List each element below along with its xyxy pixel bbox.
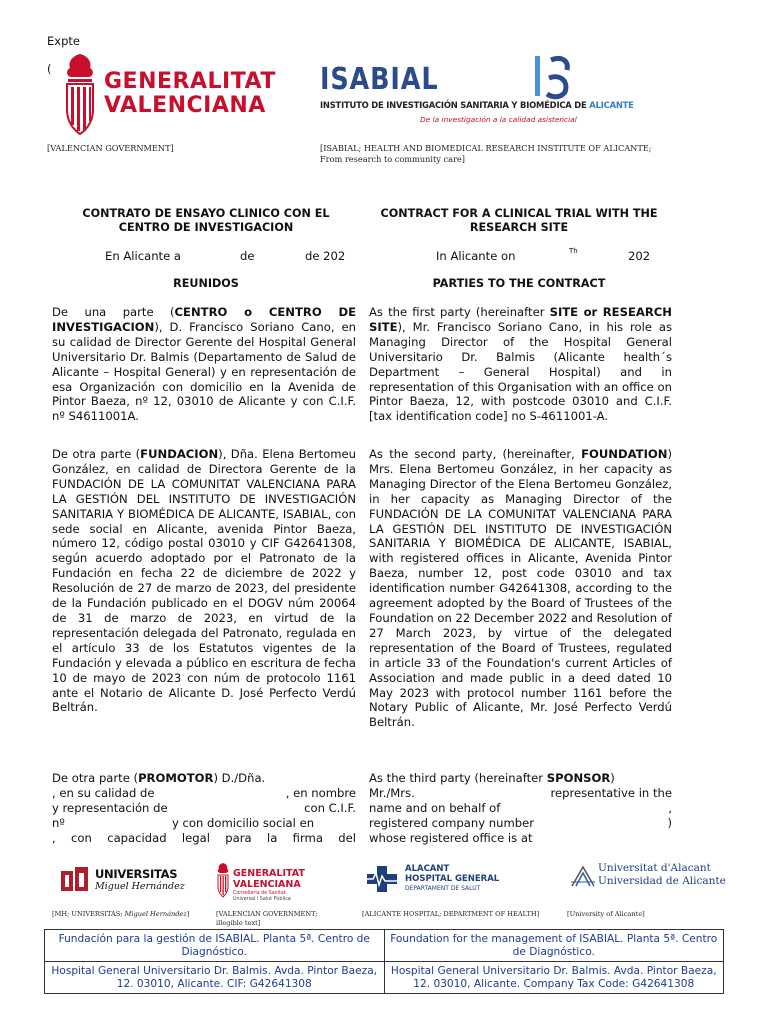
isabial-tagline: De la investigación a la calidad asistencial [420, 115, 577, 124]
expediente-label: Expte [47, 34, 80, 48]
ua-name-1: Universitat d'Alacant [598, 862, 711, 874]
date-de-1: de [240, 249, 255, 263]
open-paren: ( [47, 62, 52, 76]
gv-logo-small [216, 862, 316, 902]
date-de-2: de 202 [305, 249, 346, 263]
isabial-symbol-icon [523, 50, 573, 100]
umh-name-2: Miguel Hernández [95, 881, 185, 892]
caption-valencian-government: [VALENCIAN GOVERNMENT] [47, 143, 174, 153]
umh-logo [60, 865, 185, 895]
date-line-es: En Alicante a [105, 249, 182, 263]
hospital-logo [365, 864, 500, 894]
ua-logo [570, 862, 726, 892]
gv-small-crest-icon [216, 862, 230, 898]
right-party-2: As the second party, (hereinafter, FOUNDATION) Mrs. Elena Bertomeu González, in her capacity as Managing Director of the Elena Bertomeu González, in her capacity as Managing Director of the FUNDACIÓN DE LA COMUNITAT VALENCIANA PARA LA GESTIÓN DEL INSTITUTO DE INVESTIGACIÓN SANITARIA Y BIOMÉDICA DE ALICANTE, ISABIAL, with registered offices in Alicante, Avenida Pintor Baeza, number 12, post code 03010 and tax identification number G42641308, according to the agreement adopted by the Board of Trustees of the Foundation on 22 December 2022 and Resolution of 27 March 2023, by virtue of the delegated representation of the Board of Trustees, regulated in article 33 of the Foundation's current Articles of Association and made public in a deed dated 10 May 2023 with protocol number 1161 before the Notary Public of Alicante, Mr. José Perfecto Verdú Beltrán. [369, 447, 672, 730]
ua-name-2: Universidad de Alicante [598, 875, 726, 887]
generalitat-logo [62, 52, 276, 142]
footer-cell-en-1: Foundation for the management of ISABIAL. Planta 5ª. Centro de Diagnóstico. [384, 930, 724, 962]
generalitat-crest-icon [62, 52, 98, 138]
date-year-en: 202 [628, 249, 651, 263]
gv-small-sub-2: Universal i Salut Pública [233, 897, 291, 902]
footer-row [45, 962, 724, 994]
title-es: CONTRATO DE ENSAYO CLINICO CON EL CENTRO DE INVESTIGACION [82, 207, 330, 234]
footer-cell-es-1: Fundación para la gestión de ISABIAL. Planta 5ª. Centro de Diagnóstico. [45, 930, 385, 962]
hospital-name-2: HOSPITAL GENERAL [405, 874, 500, 884]
left-party-1: De una parte (CENTRO o CENTRO DE INVESTIGACION), D. Francisco Soriano Cano, en su calidad de Director Gerente del Hospital General Universitario Dr. Balmis (Departamento de Salud de Alicante – Hospital General) y en representación de esa Organización con domicilio en la Avenida de Pintor Baeza, nº 12, 03010 de Alicante y con C.I.F. nº S4611001A. [52, 305, 356, 424]
footer-row [45, 930, 724, 962]
generalitat-name-1: GENERALITAT [104, 69, 276, 94]
umh-emblem-icon [60, 865, 90, 893]
footer-cell-es-2: Hospital General Universitario Dr. Balmis. Avda. Pintor Baeza, 12. 03010, Alicante. CIF: G42641308 [45, 962, 385, 994]
isabial-subtitle: INSTITUTO DE INVESTIGACIÓN SANITARIA Y BIOMÉDICA DE ALICANTE [320, 100, 634, 110]
right-party-1: As the first party (hereinafter SITE or RESEARCH SITE), Mr. Francisco Soriano Cano, in his role as Managing Director of the Hospital General Universitario Dr. Balmis (Alicante health´s Department – General Hospital) and in representation of this Organisation with an office on Pintor Baeza, 12, with postcode 03010 and C.I.F. [tax identification code] no S-4611001-A. [369, 305, 672, 424]
gv-small-name-2: VALENCIANA [233, 879, 301, 890]
section-reunidos: REUNIDOS [173, 277, 239, 290]
gv-small-sub-1: Conselleria de Sanitat [233, 891, 286, 896]
caption-ua: [University of Alicante] [567, 910, 645, 918]
hospital-cross-icon [365, 864, 399, 894]
caption-hospital: [ALICANTE HOSPITAL; DEPARTMENT OF HEALTH] [362, 910, 540, 918]
generalitat-name-2: VALENCIANA [104, 93, 266, 118]
hospital-name-1: ALACANT [405, 864, 450, 874]
gv-small-name-1: GENERALITAT [233, 868, 305, 879]
section-parties: PARTIES TO THE CONTRACT [432, 277, 606, 290]
isabial-wordmark: ISABIAL [320, 62, 439, 97]
date-th: Th [569, 247, 578, 255]
left-party-2: De otra parte (FUNDACION), Dña. Elena Bertomeu González, en calidad de Directora Gerente de la FUNDACIÓN DE LA COMUNITAT VALENCIANA PARA LA GESTIÓN DEL INSTITUTO DE INVESTIGACIÓN SANITARIA Y BIOMÉDICA DE ALICANTE, ISABIAL, con sede social en Alicante, avenida Pintor Baeza, número 12, código postal 03010 y CIF G42641308, según acuerdo adoptado por el Patronato de la Fundación en fecha 22 de diciembre de 2022 y Resolución de 27 de marzo de 2023, del presidente de la Fundación publicado en el DOGV núm 20064 de 31 de marzo de 2023, en virtud de la representación delegada del Patronato, regulada en el artículo 33 de los Estatutos vigentes de la Fundación y elevada a público en escritura de fecha 10 de mayo de 2023 con núm de protocolo 1161 ante el Notario de Alicante D. José Perfecto Verdú Beltrán. [52, 447, 356, 715]
caption-isabial-2: From research to community care] [320, 154, 465, 164]
caption-gv-1: [VALENCIAN GOVERNMENT; [216, 910, 318, 918]
caption-isabial-1: [ISABIAL; HEALTH AND BIOMEDICAL RESEARCH INSTITUTE OF ALICANTE; [320, 143, 652, 153]
right-party-3: As the third party (hereinafter SPONSOR) Mr./Mrs. representative in the name and on behalf of , registered company number ) whose registered office is at [369, 771, 672, 845]
hospital-name-3: DEPARTAMENT DE SALUT [405, 885, 481, 892]
title-en: CONTRACT FOR A CLINICAL TRIAL WITH THE RESEARCH SITE [380, 207, 658, 234]
footer-cell-en-2: Hospital General Universitario Dr. Balmis. Avda. Pintor Baeza, 12. 03010, Alicante. Company Tax Code: G42641308 [384, 962, 724, 994]
ua-emblem-icon [570, 864, 596, 888]
caption-umh: [MH; UNIVERSITAS; Miguel Hernández] [52, 910, 190, 918]
date-line-en: In Alicante on [436, 249, 516, 263]
footer-table [44, 929, 724, 994]
isabial-logo [318, 48, 634, 130]
left-party-3: De otra parte (PROMOTOR) D./Dña. , en su calidad de , en nombre y representación de con C.I.F. nº y con domicilio social en , con capacidad legal para la firma del [52, 771, 356, 845]
caption-gv-2: illegible text] [216, 919, 261, 927]
umh-name-1: UNIVERSITAS [95, 867, 178, 881]
